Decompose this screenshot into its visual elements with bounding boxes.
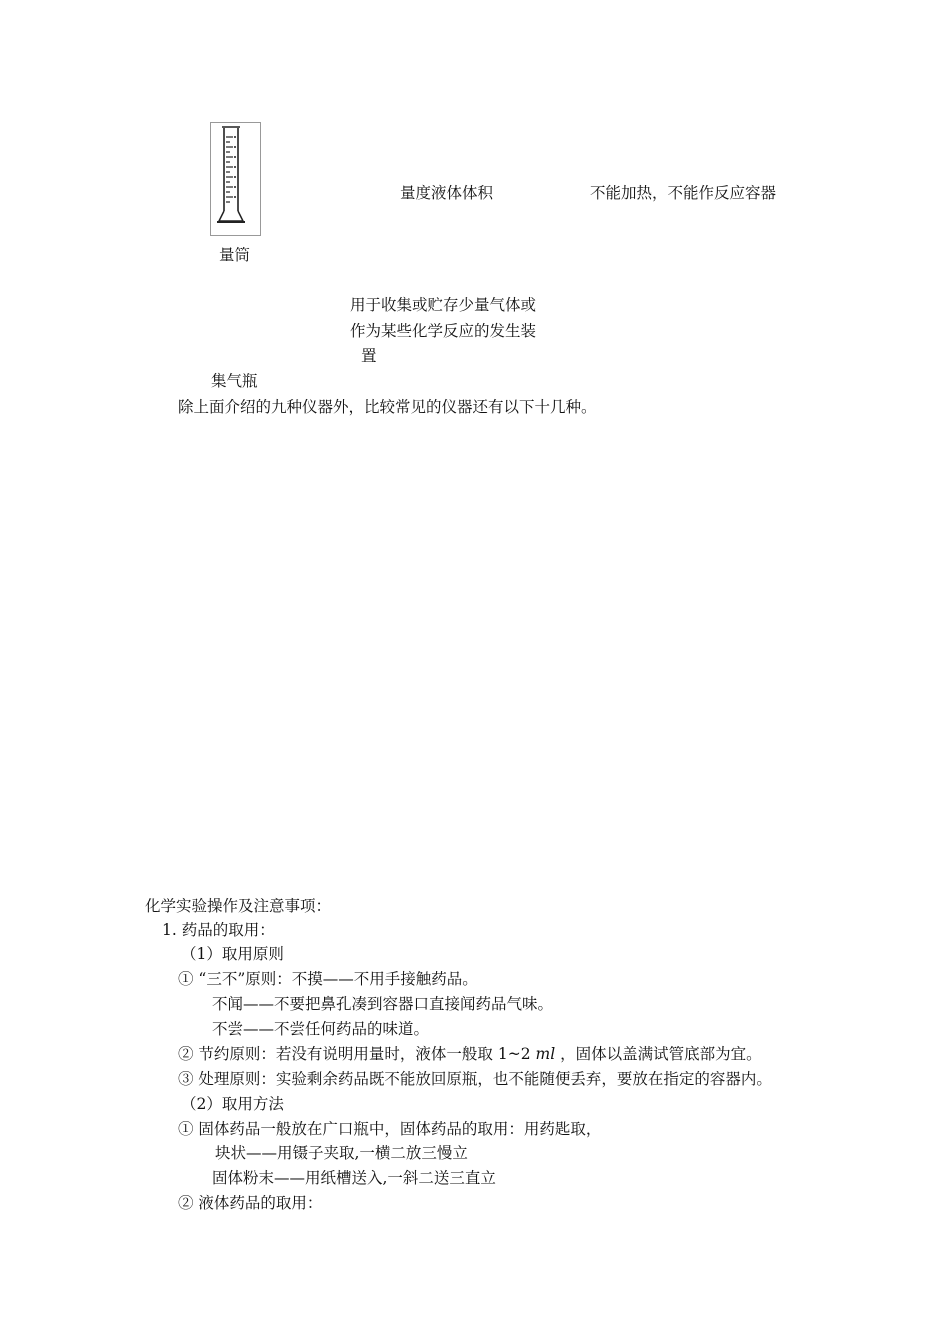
method-solid-block: 块状——用镊子夹取,一横二放三慢立 xyxy=(215,1144,468,1162)
rule-economy xyxy=(178,1045,762,1064)
cylinder-use: 量度液体体积 xyxy=(400,184,494,202)
method-solid: ① 固体药品一般放在广口瓶中，固体药品的取用：用药匙取， xyxy=(178,1120,602,1138)
graduated-cylinder-image xyxy=(210,122,261,236)
rule-economy-text-end: ，固体以盖满试管底部为宜。 xyxy=(560,1045,762,1063)
rule-disposal: ③ 处理原则：实验剩余药品既不能放回原瓶，也不能随便丢弃，要放在指定的容器内。 xyxy=(178,1070,772,1088)
intro-paragraph: 除上面介绍的九种仪器外，比较常见的仪器还有以下十几种。 xyxy=(178,398,597,416)
method-liquid: ② 液体药品的取用： xyxy=(178,1194,323,1212)
gas-bottle-use-line-2: 作为某些化学反应的发生装 xyxy=(350,322,537,340)
rule-no-taste: 不尝——不尝任何药品的味道。 xyxy=(212,1020,430,1038)
cylinder-name: 量筒 xyxy=(219,246,251,264)
cylinder-note: 不能加热，不能作反应容器 xyxy=(590,184,777,202)
subheading-methods: （2）取用方法 xyxy=(181,1095,284,1113)
rule-economy-text: ② 节约原则：若没有说明用量时，液体一般取 1~2 xyxy=(178,1045,531,1063)
unit-ml: ml xyxy=(535,1045,556,1063)
gas-bottle-use-line-3: 置 xyxy=(361,347,377,365)
gas-bottle-name: 集气瓶 xyxy=(211,372,258,390)
subheading-principles: （1）取用原则 xyxy=(181,945,284,963)
item-1-heading: 1. 药品的取用： xyxy=(162,921,275,939)
method-solid-powder: 固体粉末——用纸槽送入,一斜二送三直立 xyxy=(212,1169,496,1187)
rule-no-smell: 不闻——不要把鼻孔凑到容器口直接闻药品气味。 xyxy=(212,995,554,1013)
gas-bottle-use-line-1: 用于收集或贮存少量气体或 xyxy=(350,296,537,314)
graduated-cylinder-drawing xyxy=(211,123,260,235)
rule-three-no: ① “三不”原则：不摸——不用手接触药品。 xyxy=(178,970,478,988)
section-title: 化学实验操作及注意事项： xyxy=(145,897,332,915)
